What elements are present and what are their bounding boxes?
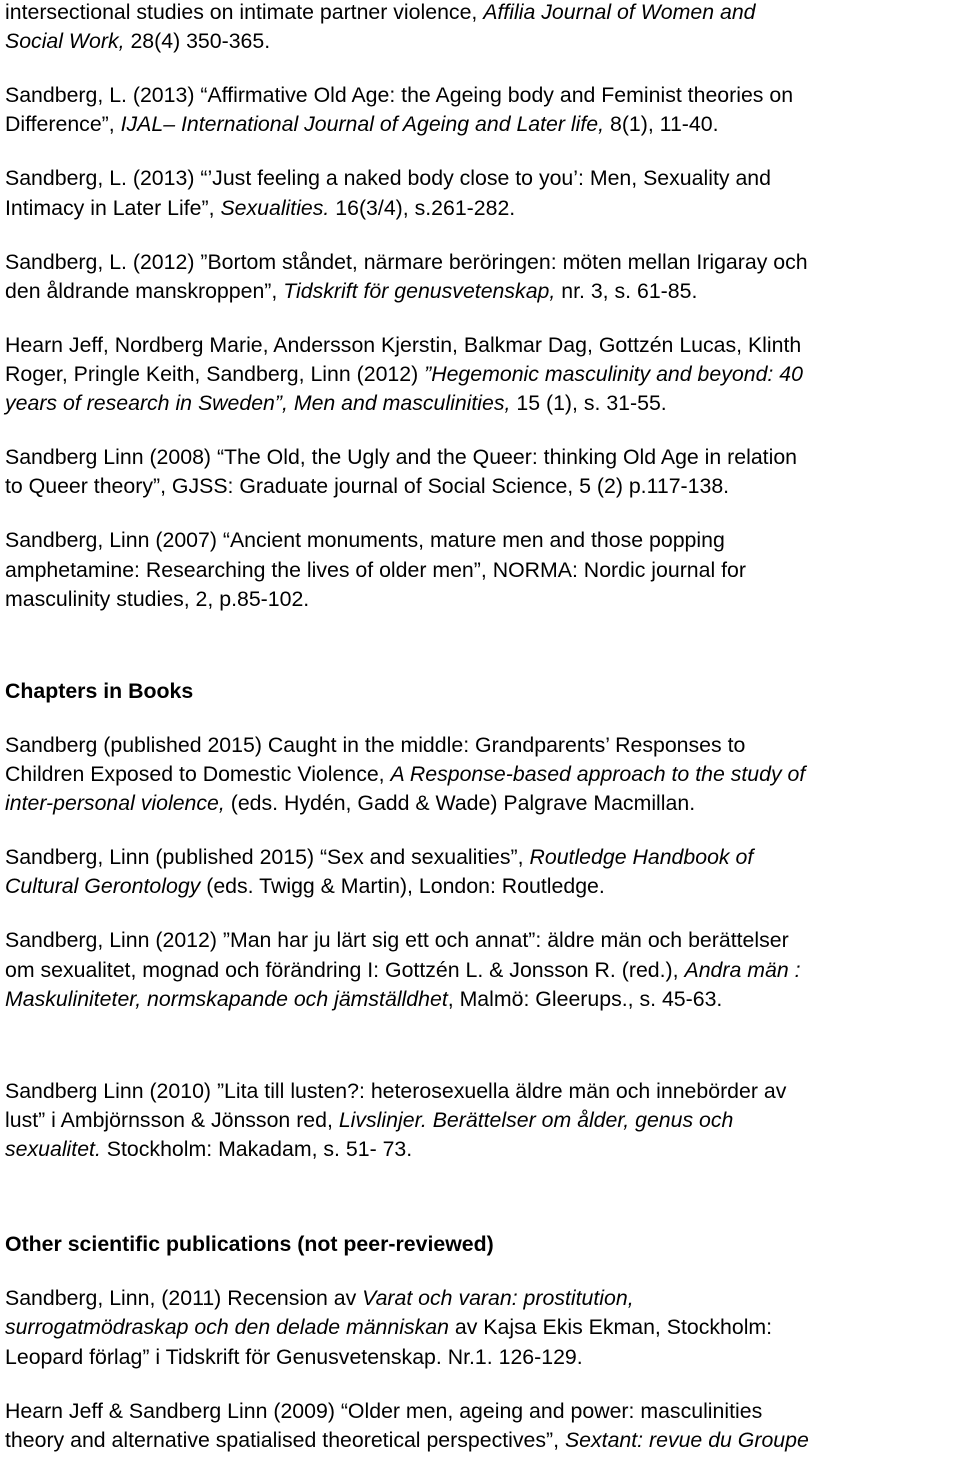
italic-text: Sexualities. bbox=[220, 195, 330, 220]
italic-text: Social Work, bbox=[5, 29, 125, 54]
reference-line bbox=[5, 331, 960, 360]
section-other-scientific-publications bbox=[5, 1189, 960, 1455]
italic-text: Cultural Gerontology bbox=[5, 874, 201, 899]
reference-line bbox=[5, 872, 960, 901]
italic-text: ”Hegemonic masculinity and beyond: 40 bbox=[424, 362, 803, 387]
italic-text: A Response-based approach to the study of bbox=[390, 762, 806, 787]
reference-line bbox=[5, 985, 960, 1014]
reference-text: Children Exposed to Domestic Violence, bbox=[5, 762, 391, 787]
reference-text: nr. 3, s. 61-85. bbox=[555, 278, 698, 303]
reference-text: masculinity studies, 2, p.85-102. bbox=[5, 586, 310, 611]
italic-text: years of research in Sweden”, Men and masculinities, bbox=[5, 391, 511, 416]
reference-text: Sandberg, Linn (2007) “Ancient monuments, mature men and those popping bbox=[5, 528, 725, 553]
reference-text: Sandberg Linn (2008) “The Old, the Ugly and the Queer: thinking Old Age in relation bbox=[5, 445, 798, 470]
reference-line bbox=[5, 1135, 960, 1164]
reference-text: Intimacy in Later Life”, bbox=[5, 195, 221, 220]
reference-entry bbox=[5, 843, 960, 901]
italic-text: Livslinjer. Berättelser om ålder, genus och bbox=[338, 1108, 734, 1133]
reference-line bbox=[5, 194, 960, 223]
italic-text: Andra män : bbox=[684, 957, 801, 982]
italic-text: IJAL– International Journal of Ageing and Later life, bbox=[120, 112, 605, 137]
reference-text: Sandberg (published 2015) Caught in the middle: Grandparents’ Responses to bbox=[5, 732, 746, 757]
italic-text: surrogatmödraskap och den delade människan bbox=[5, 1315, 449, 1340]
reference-text: Difference”, bbox=[5, 112, 121, 137]
reference-text: Sandberg, L. (2012) ”Bortom ståndet, närmare beröringen: möten mellan Irigaray och bbox=[5, 249, 808, 274]
reference-entry bbox=[5, 443, 960, 501]
section-chapters-in-books bbox=[5, 639, 960, 1165]
reference-text: om sexualitet, mognad och förändring I: Gottzén L. & Jonsson R. (red.), bbox=[5, 957, 685, 982]
reference-text: amphetamine: Researching the lives of older men”, NORMA: Nordic journal for bbox=[5, 557, 746, 582]
reference-line bbox=[5, 1106, 960, 1135]
reference-text: Sandberg, Linn (published 2015) “Sex and sexualities”, bbox=[5, 845, 530, 870]
reference-entry bbox=[5, 0, 960, 56]
reference-text: av Kajsa Ekis Ekman, Stockholm: bbox=[448, 1315, 773, 1340]
italic-text: sexualitet. bbox=[5, 1137, 101, 1162]
italic-text: Maskuliniteter, normskapande och jämställdhet bbox=[5, 986, 448, 1011]
reference-entry bbox=[5, 81, 960, 139]
reference-entry bbox=[5, 164, 960, 222]
reference-text: 15 (1), s. 31-55. bbox=[510, 391, 667, 416]
section-heading: Other scientific publications (not peer-reviewed) bbox=[5, 1232, 494, 1257]
reference-text: to Queer theory”, GJSS: Graduate journal of Social Science, 5 (2) p.117-138. bbox=[5, 474, 730, 499]
reference-line bbox=[5, 27, 960, 56]
reference-entry bbox=[5, 926, 960, 1014]
reference-line bbox=[5, 956, 960, 985]
italic-text: Tidskrift för genusvetenskap, bbox=[283, 278, 556, 303]
reference-entry bbox=[5, 248, 960, 306]
reference-text: 28(4) 350-365. bbox=[124, 29, 271, 54]
reference-entry bbox=[5, 526, 960, 614]
reference-text: Leopard förlag” i Tidskrift för Genusvetenskap. Nr.1. 126-129. bbox=[5, 1344, 583, 1369]
reference-line bbox=[5, 443, 960, 472]
reference-entry bbox=[5, 731, 960, 819]
reference-entry bbox=[5, 1397, 960, 1455]
reference-line bbox=[5, 389, 960, 418]
reference-line bbox=[5, 1077, 960, 1106]
section-spacer bbox=[5, 1189, 960, 1230]
document-page bbox=[5, 0, 960, 1480]
reference-line bbox=[5, 110, 960, 139]
reference-line bbox=[5, 472, 960, 501]
reference-line bbox=[5, 926, 960, 955]
reference-text: Sandberg, L. (2013) “Affirmative Old Age: the Ageing body and Feminist theories on bbox=[5, 83, 794, 108]
entry-spacer bbox=[5, 1039, 960, 1077]
reference-entry bbox=[5, 1284, 960, 1372]
italic-text: Sextant: revue du Groupe bbox=[564, 1427, 809, 1452]
reference-text: den åldrande manskroppen”, bbox=[5, 278, 284, 303]
reference-line bbox=[5, 248, 960, 277]
section-heading: Chapters in Books bbox=[5, 678, 194, 703]
reference-entry bbox=[5, 1077, 960, 1165]
reference-text: Sandberg Linn (2010) ”Lita till lusten?: heterosexuella äldre män och innebörder av bbox=[5, 1078, 787, 1103]
reference-line bbox=[5, 1284, 960, 1313]
italic-text: Routledge Handbook of bbox=[529, 845, 754, 870]
reference-text: Sandberg, Linn (2012) ”Man har ju lärt sig ett och annat”: äldre män och berättelser bbox=[5, 928, 789, 953]
reference-line bbox=[5, 1343, 960, 1372]
reference-text: , Malmö: Gleerups., s. 45-63. bbox=[447, 986, 723, 1011]
reference-text: lust” i Ambjörnsson & Jönsson red, bbox=[5, 1108, 339, 1133]
reference-entry bbox=[5, 331, 960, 419]
reference-line bbox=[5, 556, 960, 585]
reference-line bbox=[5, 760, 960, 789]
reference-text: (eds. Twigg & Martin), London: Routledge. bbox=[200, 874, 605, 899]
reference-line bbox=[5, 81, 960, 110]
reference-line bbox=[5, 1426, 960, 1455]
italic-text: inter-personal violence, bbox=[5, 791, 225, 816]
reference-text: Sandberg, L. (2013) “’Just feeling a naked body close to you’: Men, Sexuality and bbox=[5, 166, 771, 191]
reference-text: Hearn Jeff & Sandberg Linn (2009) “Older men, ageing and power: masculinities bbox=[5, 1398, 763, 1423]
italic-text: Varat och varan: prostitution, bbox=[362, 1286, 634, 1311]
reference-line bbox=[5, 585, 960, 614]
reference-line bbox=[5, 526, 960, 555]
section-spacer bbox=[5, 639, 960, 677]
reference-text: Roger, Pringle Keith, Sandberg, Linn (2012) bbox=[5, 362, 425, 387]
reference-text: 16(3/4), s.261-282. bbox=[329, 195, 516, 220]
reference-text: Hearn Jeff, Nordberg Marie, Andersson Kjerstin, Balkmar Dag, Gottzén Lucas, Klinth bbox=[5, 332, 802, 357]
reference-line bbox=[5, 164, 960, 193]
reference-line bbox=[5, 789, 960, 818]
reference-text: Stockholm: Makadam, s. 51- 73. bbox=[100, 1137, 413, 1162]
reference-text: Sandberg, Linn, (2011) Recension av bbox=[5, 1286, 363, 1311]
reference-line bbox=[5, 843, 960, 872]
reference-line bbox=[5, 731, 960, 760]
reference-text: theory and alternative spatialised theoretical perspectives”, bbox=[5, 1427, 565, 1452]
reference-line bbox=[5, 1313, 960, 1342]
reference-line bbox=[5, 1397, 960, 1426]
reference-line bbox=[5, 277, 960, 306]
italic-text: Affilia Journal of Women and bbox=[483, 0, 756, 24]
reference-text: 8(1), 11-40. bbox=[604, 112, 719, 137]
reference-text: (eds. Hydén, Gadd & Wade) Palgrave Macmillan. bbox=[224, 791, 696, 816]
reference-text: intersectional studies on intimate partner violence, bbox=[5, 0, 484, 24]
reference-line bbox=[5, 360, 960, 389]
section-journal-articles-continued bbox=[5, 0, 960, 614]
reference-line bbox=[5, 0, 960, 27]
